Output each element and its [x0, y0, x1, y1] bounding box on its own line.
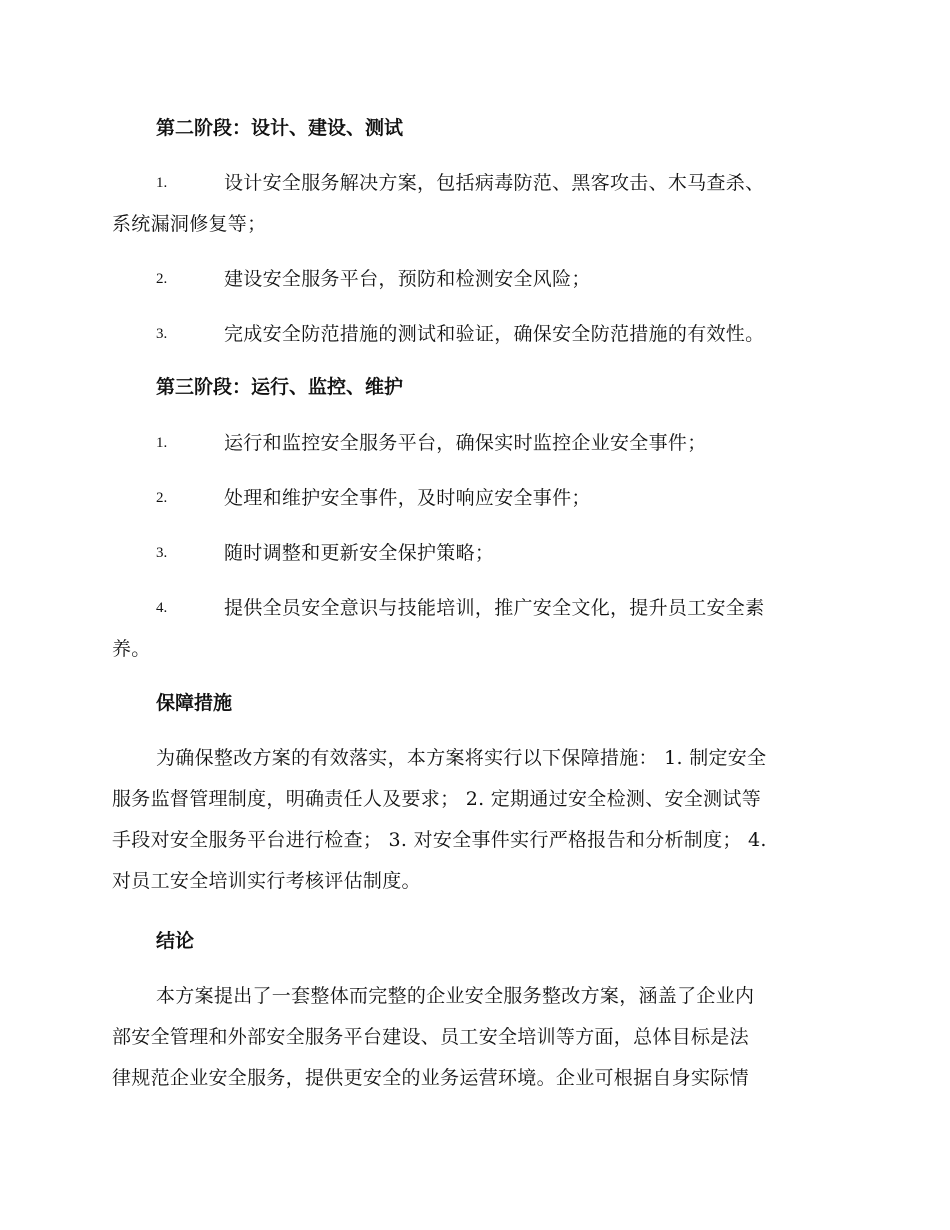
phase2-item-3-text: 完成安全防范措施的测试和验证，确保安全防范措施的有效性。 — [224, 323, 765, 345]
conclusion-heading: 结论 — [156, 930, 195, 952]
phase2-item-1-text: 设计安全服务解决方案，包括病毒防范、黑客攻击、木马查杀、 — [224, 172, 765, 194]
guarantee-paragraph-line-3: 手段对安全服务平台进行检查； 3. 对安全事件实行严格报告和分析制度； 4. — [112, 829, 767, 851]
phase2-item-2-number: 2. — [156, 271, 168, 287]
phase3-item-3-number: 3. — [156, 545, 168, 561]
phase3-heading: 第三阶段：运行、监控、维护 — [156, 376, 404, 398]
guarantee-heading: 保障措施 — [156, 692, 233, 714]
phase2-item-1-number: 1. — [156, 175, 168, 191]
guarantee-paragraph-line-1: 为确保整改方案的有效落实，本方案将实行以下保障措施： 1. 制定安全 — [156, 747, 767, 769]
phase3-item-3-text: 随时调整和更新安全保护策略； — [224, 542, 495, 564]
phase3-item-4-number: 4. — [156, 600, 168, 616]
phase3-item-4-text: 提供全员安全意识与技能培训，推广安全文化，提升员工安全素 — [224, 597, 765, 619]
phase2-item-1-text-continued: 系统漏洞修复等； — [112, 213, 267, 235]
guarantee-paragraph-line-2: 服务监督管理制度，明确责任人及要求； 2. 定期通过安全检测、安全测试等 — [112, 788, 762, 810]
phase3-item-2-text: 处理和维护安全事件，及时响应安全事件； — [224, 487, 591, 509]
phase3-item-4-text-continued: 养。 — [112, 638, 151, 660]
phase2-item-3-number: 3. — [156, 326, 168, 342]
phase2-heading: 第二阶段：设计、建设、测试 — [156, 117, 404, 139]
conclusion-paragraph-line-1: 本方案提出了一套整体而完整的企业安全服务整改方案，涵盖了企业内 — [156, 985, 755, 1007]
phase3-item-1-text: 运行和监控安全服务平台，确保实时监控企业安全事件； — [224, 432, 707, 454]
phase3-item-2-number: 2. — [156, 490, 168, 506]
conclusion-paragraph-line-2: 部安全管理和外部安全服务平台建设、员工安全培训等方面，总体目标是法 — [112, 1026, 749, 1048]
phase2-item-2-text: 建设安全服务平台，预防和检测安全风险； — [224, 268, 591, 290]
guarantee-paragraph-line-4: 对员工安全培训实行考核评估制度。 — [112, 870, 421, 892]
conclusion-paragraph-line-3: 律规范企业安全服务，提供更安全的业务运营环境。企业可根据自身实际情 — [112, 1067, 749, 1089]
phase3-item-1-number: 1. — [156, 435, 168, 451]
